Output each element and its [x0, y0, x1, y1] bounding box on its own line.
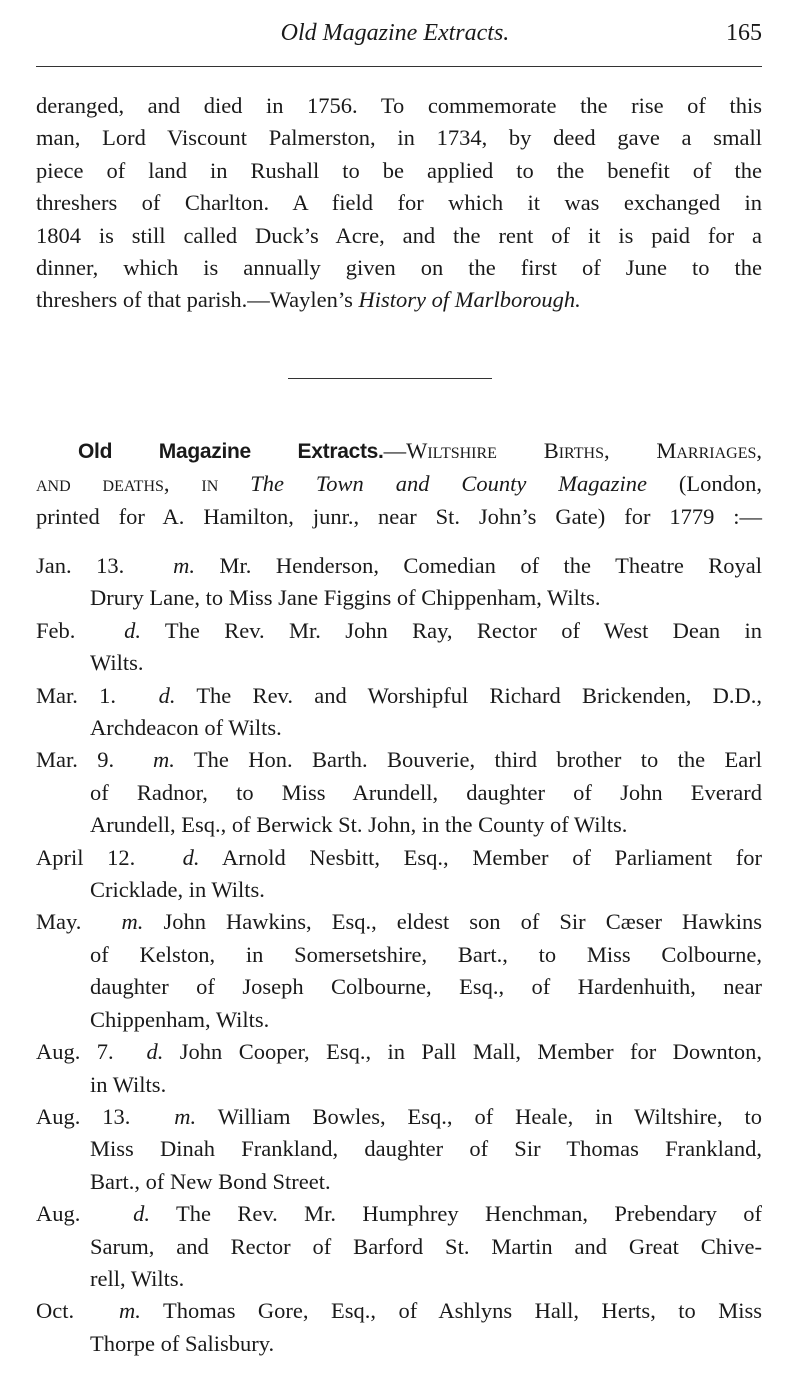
text-line: [36, 468, 762, 500]
text-line: piece of land in Rushall to be applied to the benefit of the: [36, 157, 762, 183]
entry-date: Mar. 1.: [36, 682, 117, 708]
list-item: [36, 1036, 762, 1101]
text-line: Archdeacon of Wilts.: [90, 715, 282, 741]
entry-type: m.: [119, 1298, 141, 1324]
text-line: of Radnor, to Miss Arundell, daughter of John Everard: [90, 779, 762, 805]
text-line: Arundell, Esq., of Berwick St. John, in the County of Wilts.: [90, 812, 628, 838]
text-line: [36, 284, 762, 316]
text-line: [36, 1295, 762, 1327]
text-line: [36, 1198, 762, 1230]
source-title: History of Marlborough.: [358, 287, 581, 313]
entry-text: Arnold Nesbitt, Esq., Member of Parliament for: [221, 844, 763, 870]
page-number: 165: [726, 20, 762, 46]
text-fragment: (London,: [646, 471, 762, 497]
text-line: [36, 906, 762, 938]
section-divider: [288, 378, 492, 379]
entry-text: William Bowles, Esq., of Heale, in Wiltshire, to: [217, 1103, 763, 1129]
article-subject: —Wiltshire Births, Marriages,: [383, 438, 762, 463]
entry-text: The Hon. Barth. Bouverie, third brother to the Earl: [193, 747, 763, 773]
text-line: [36, 842, 762, 874]
entry-type: d.: [146, 1039, 164, 1065]
magazine-title: The Town and County Magazine: [250, 471, 647, 497]
entry-text: The Rev. and Worshipful Richard Brickenden, D.D.,: [196, 682, 763, 708]
entry-date: Feb.: [36, 617, 76, 643]
text-line: [36, 435, 762, 468]
list-item: [36, 1198, 762, 1295]
entry-date: Jan. 13.: [36, 553, 125, 578]
header-rule: [36, 66, 762, 67]
text-line: [36, 680, 762, 712]
text-line: [36, 744, 762, 776]
text-line: in Wilts.: [90, 1071, 167, 1097]
text-line: deranged, and died in 1756. To commemorate the rise of this: [36, 93, 762, 118]
running-title: Old Magazine Extracts.: [280, 20, 510, 46]
text-line: Bart., of New Bond Street.: [90, 1168, 331, 1194]
entry-text: John Hawkins, Esq., eldest son of Sir Cæser Hawkins: [163, 909, 763, 935]
entries-list: [36, 550, 762, 1360]
text-line: rell, Wilts.: [90, 1265, 185, 1291]
list-item: [36, 615, 762, 680]
text-line: [36, 550, 762, 582]
entry-text: Thomas Gore, Esq., of Ashlyns Hall, Herts, to Miss: [162, 1298, 763, 1324]
text-line: daughter of Joseph Colbourne, Esq., of Hardenhuith, near: [90, 974, 762, 1000]
list-item: [36, 744, 762, 841]
text-line: man, Lord Viscount Palmerston, in 1734, by deed gave a small: [36, 125, 762, 151]
entry-date: April 12.: [36, 844, 136, 870]
text-line: Chippenham, Wilts.: [90, 1006, 270, 1032]
entry-text: Mr. Henderson, Comedian of the Theatre Royal: [219, 553, 763, 578]
list-item: [36, 842, 762, 907]
entry-type: m.: [173, 553, 196, 578]
entry-type: d.: [182, 844, 200, 870]
text-line: Cricklade, in Wilts.: [90, 877, 265, 903]
text-line: Miss Dinah Frankland, daughter of Sir Thomas Frankland,: [90, 1136, 762, 1162]
previous-article-text: [36, 90, 762, 317]
list-item: [36, 1295, 762, 1360]
text-line: [36, 1101, 762, 1133]
article-subject-cont: and deaths, in: [36, 471, 251, 497]
entry-date: Aug. 13.: [36, 1103, 131, 1129]
list-item: [36, 1101, 762, 1198]
text-line: Sarum, and Rector of Barford St. Martin and Great Chive-: [90, 1233, 762, 1259]
list-item: [36, 550, 762, 615]
entry-date: May.: [36, 909, 82, 935]
text-line: 1804 is still called Duck’s Acre, and the rent of it is paid for a: [36, 222, 762, 248]
entry-text: John Cooper, Esq., in Pall Mall, Member for Downton,: [179, 1039, 763, 1065]
text-line: [36, 615, 762, 647]
list-item: [36, 680, 762, 745]
entry-type: m.: [174, 1103, 197, 1129]
text-line: Drury Lane, to Miss Jane Figgins of Chippenham, Wilts.: [90, 585, 601, 611]
entry-text: The Rev. Mr. Humphrey Henchman, Prebendary of: [175, 1201, 762, 1227]
text-line: dinner, which is annually given on the first of June to the: [36, 255, 762, 281]
article-heading: Old Magazine Extracts.: [78, 440, 384, 463]
entry-text: The Rev. Mr. John Ray, Rector of West Dean in: [164, 617, 763, 643]
text-line: Thorpe of Salisbury.: [90, 1330, 275, 1356]
entry-type: m.: [121, 909, 144, 935]
text-line: threshers of Charlton. A field for which it was exchanged in: [36, 190, 762, 216]
source-citation: threshers of that parish.—Waylen’s: [36, 287, 359, 313]
entry-type: d.: [133, 1201, 150, 1227]
entry-date: Aug. 7.: [36, 1039, 114, 1065]
list-item: [36, 906, 762, 1036]
entry-type: d.: [124, 617, 141, 643]
article-intro: [36, 435, 762, 533]
entry-date: Mar. 9.: [36, 747, 115, 773]
text-line: of Kelston, in Somersetshire, Bart., to Miss Colbourne,: [90, 941, 762, 967]
text-line: printed for A. Hamilton, junr., near St. John’s Gate) for 1779 :—: [36, 503, 762, 529]
text-line: Wilts.: [90, 650, 144, 676]
entry-type: d.: [158, 682, 176, 708]
text-line: [36, 1036, 762, 1068]
entry-date: Oct.: [36, 1298, 75, 1324]
entry-type: m.: [152, 747, 175, 773]
entry-date: Aug.: [36, 1201, 81, 1227]
